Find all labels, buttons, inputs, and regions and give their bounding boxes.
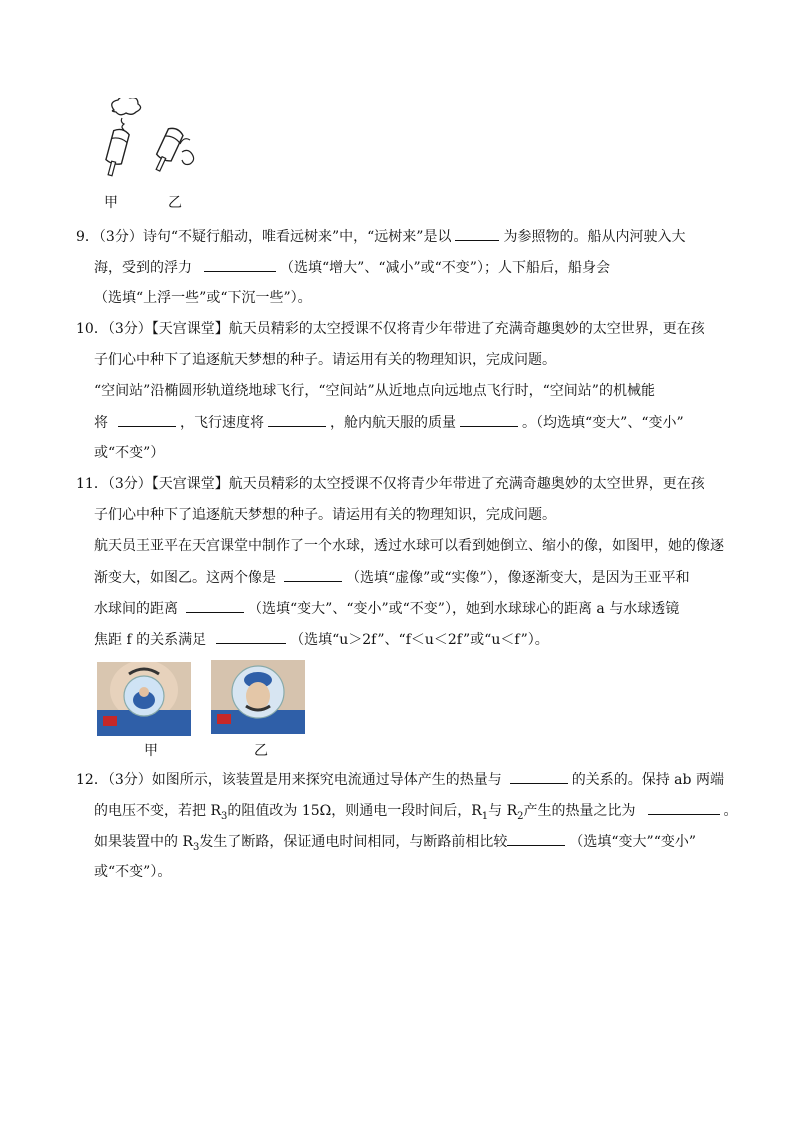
q9-line-2: 海，受到的浮力 （选填“增大”、“减小”或“不变”）；人下船后，船身会 [94,257,610,278]
q11-blank-2[interactable] [186,598,244,613]
q10-number: 10．（3分） [76,321,152,337]
q11-line-5: 水球间的距离 （选填“变大”、“变小”或“不变”），她到水球球心的距离 a 与水球透镜 [94,598,679,619]
q11-line-3: 航天员王亚平在天宫课堂中制作了一个水球，透过水球可以看到她倒立、缩小的像，如图甲，她的像逐 [94,538,724,554]
q12-blank-1[interactable] [510,769,568,784]
q12-line-4: 或“不变”）。 [94,864,172,880]
photo-label-jia: 甲 [144,743,158,759]
q12-number: 12．（3分） [76,772,152,788]
q9-line-3: （选填“上浮一些”或“下沉一些”）。 [94,290,312,306]
q10-line-4: 将 ，飞行速度将 ，舱内航天服的质量 。（均选填“变大”、“变小” [94,412,684,433]
q9-blank-2[interactable] [204,257,276,272]
q10-line-5: 或“不变”） [94,445,165,461]
figure-label-yi: 乙 [168,195,182,211]
q11-line-1: 11．（3分）【天宫课堂】航天员精彩的太空授课不仅将青少年带进了充满奇趣奥妙的太空世界，更在孩 [76,476,705,492]
water-ball-photo-yi [211,660,305,734]
q12-blank-3[interactable] [507,831,565,846]
icecream-figure [96,98,206,184]
q11-line-4: 渐变大，如图乙。这两个像是 （选填“虚像”或“实像”），像逐渐变大，是因为王亚平和 [94,567,690,588]
q11-blank-3[interactable] [216,629,286,644]
q11-line-2: 子们心中种下了追逐航天梦想的种子。请运用有关的物理知识，完成问题。 [94,507,556,523]
q10-line-1: 10．（3分）【天宫课堂】航天员精彩的太空授课不仅将青少年带进了充满奇趣奥妙的太空世界，更在孩 [76,321,705,337]
q12-line-2: 的电压不变，若把 $R_3$的阻值改为 15Ω，则通电一段时间后，$R_1$与 $R_2$产生的热量之比为 。 [94,800,738,827]
q11-number: 11．（3分） [76,476,152,492]
q11-line-6: 焦距 f 的关系满足 （选填“u＞2f”、“f＜u＜2f”或“u＜f”）。 [94,629,549,650]
q12-line-1: 12．（3分）如图所示，该装置是用来探究电流通过导体产生的热量与 的关系的。保持 ab 两端 [76,769,724,790]
q10-blank-3[interactable] [460,412,518,427]
q12-blank-2[interactable] [648,800,720,815]
q10-line-3: “空间站”沿椭圆形轨道绕地球飞行，“空间站”从近地点向远地点飞行时，“空间站”的机械能 [94,383,655,399]
q10-line-2: 子们心中种下了追逐航天梦想的种子。请运用有关的物理知识，完成问题。 [94,352,556,368]
water-ball-photo-jia [97,662,191,736]
q9-number: 9．（3分） [76,229,143,245]
figure-label-jia: 甲 [104,195,118,211]
q10-blank-1[interactable] [118,412,176,427]
q9-line-1: 9．（3分）诗句“不疑行船动，唯看远树来”中，“远树来”是以 为参照物的。船从内河驶入大 [76,226,685,247]
q12-line-3: 如果装置中的 $R_3$发生了断路，保证通电时间相同，与断路前相比较 （选填“变大”“变小” [94,831,696,858]
q9-blank-1[interactable] [455,226,499,241]
q11-blank-1[interactable] [284,567,342,582]
q10-blank-2[interactable] [268,412,326,427]
photo-label-yi: 乙 [254,743,268,759]
